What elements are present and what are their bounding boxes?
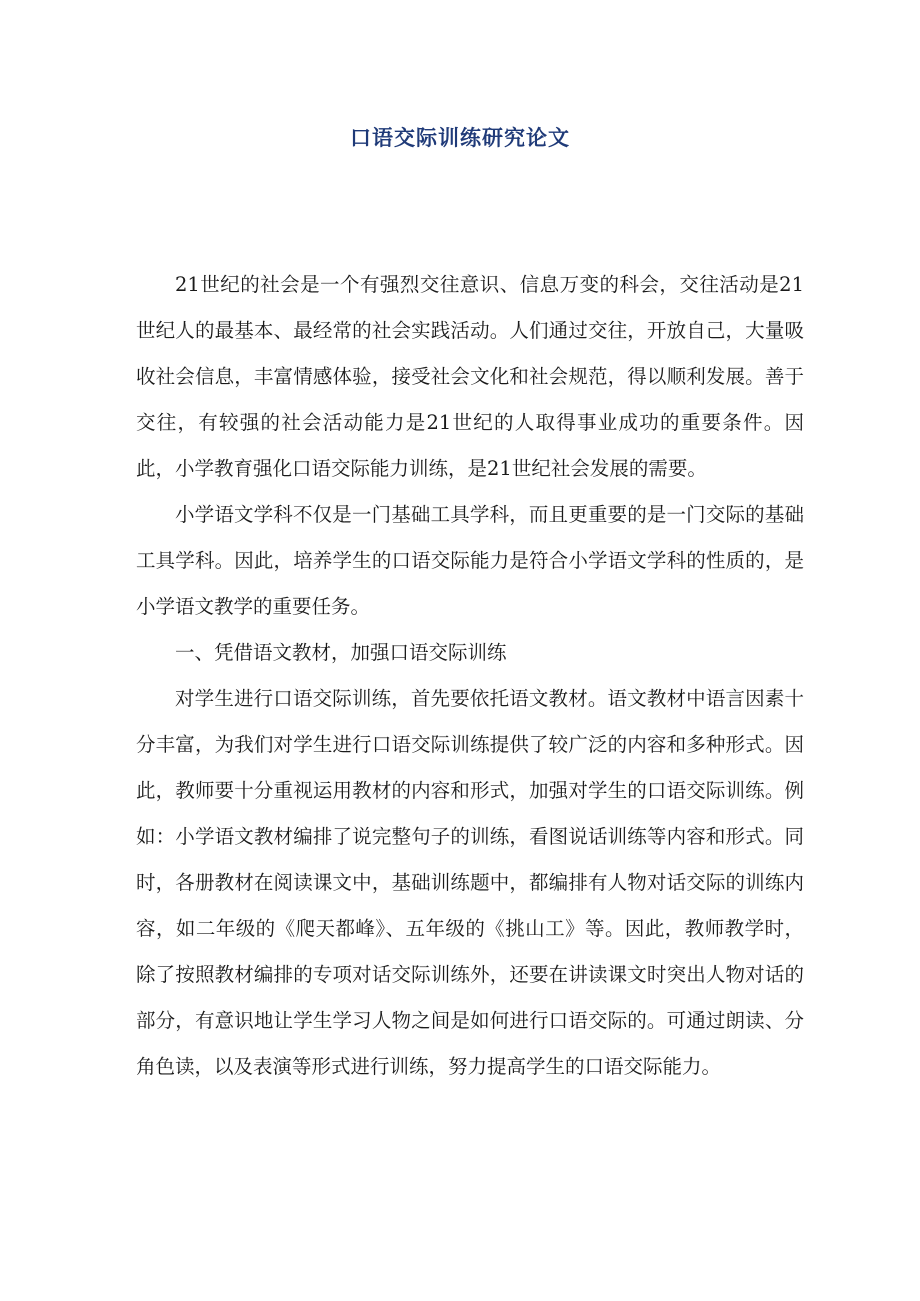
- paragraph-subject: 小学语文学科不仅是一门基础工具学科，而且更重要的是一门交际的基础工具学科。因此，培养学生的口语交际能力是符合小学语文学科的性质的，是小学语文教学的重要任务。: [136, 503, 804, 618]
- document-title: 口语交际训练研究论文: [350, 126, 570, 150]
- section-heading: 一、凭借语文教材，加强口语交际训练: [175, 641, 507, 664]
- paragraph-intro: 21世纪的社会是一个有强烈交往意识、信息万变的科会，交往活动是21世纪人的最基本、最经常的社会实践活动。人们通过交往，开放自己，大量吸收社会信息，丰富情感体验，接受社会文化和社会规范，得以顺利发展。善于交往，有较强的社会活动能力是21世纪的人取得事业成功的重要条件。因此，小学教育强化口语交际能力训练，是21世纪社会发展的需要。: [136, 273, 804, 480]
- section-paragraph: 对学生进行口语交际训练，首先要依托语文教材。语文教材中语言因素十分丰富，为我们对学生进行口语交际训练提供了较广泛的内容和多种形式。因此，教师要十分重视运用教材的内容和形式，加强对学生的口语交际训练。例如：小学语文教材编排了说完整句子的训练，看图说话训练等内容和形式。同时，各册教材在阅读课文中，基础训练题中，都编排有人物对话交际的训练内容，如二年级的《爬天都峰》、五年级的《挑山工》等。因此，教师教学时，除了按照教材编排的专项对话交际训练外，还要在讲读课文时突出人物对话的部分，有意识地让学生学习人物之间是如何进行口语交际的。可通过朗读、分角色读，以及表演等形式进行训练，努力提高学生的口语交际能力。: [136, 687, 804, 1078]
- document-body: [136, 262, 804, 1090]
